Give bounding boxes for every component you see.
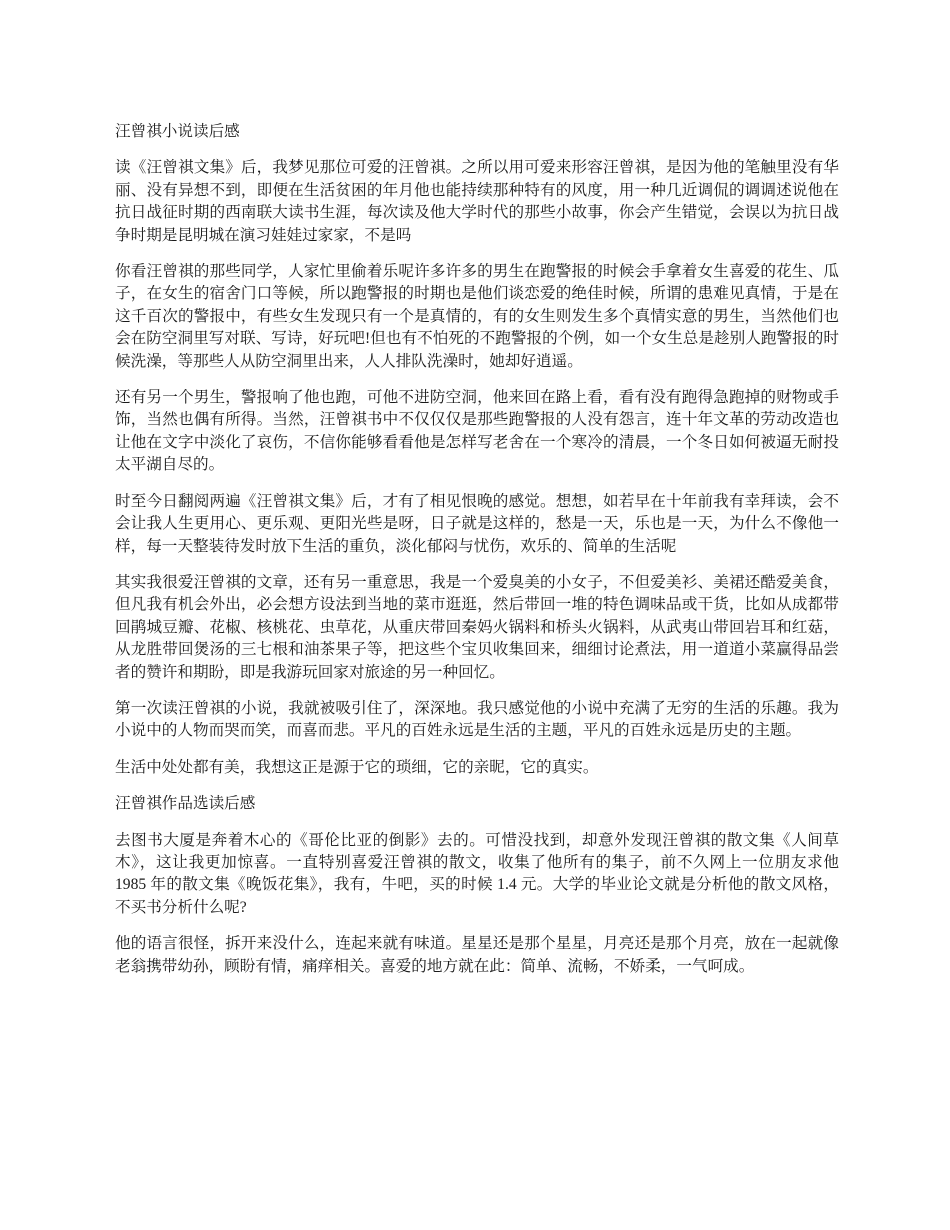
paragraph: 你看汪曾祺的那些同学，人家忙里偷着乐呢许多许多的男生在跑警报的时候会手拿着女生喜爱的花生、瓜子，在女生的宿舍门口等候，所以跑警报的时期也是他们谈恋爱的绝佳时候，所谓的患难见真情，于是在这千百次的警报中，有些女生发现只有一个是真情的，有的女生则发生多个真情实意的男生，当然他们也会在防空洞里写对联、写诗，好玩吧!但也有不怕死的不跑警报的个例，如一个女生总是趁别人跑警报的时候洗澡，等那些人从防空洞里出来，人人排队洗澡时，她却好逍遥。 [115, 263, 839, 370]
paragraph: 其实我很爱汪曾祺的文章，还有另一重意思，我是一个爱臭美的小女子，不但爱美衫、美裙还酷爱美食，但凡我有机会外出，必会想方设法到当地的菜市逛逛，然后带回一堆的特色调味品或干货，比如从成都带回鹃城豆瓣、花椒、核桃花、虫草花，从重庆带回秦妈火锅料和桥头火锅料，从武夷山带回岩耳和红菇，从龙胜带回煲汤的三七根和油茶果子等，把这些个宝贝收集回来，细细讨论煮法，用一道道小菜赢得品尝者的赞许和期盼，即是我游玩回家对旅途的另一种回忆。 [115, 573, 839, 681]
paragraph: 读《汪曾祺文集》后，我梦见那位可爱的汪曾祺。之所以用可爱来形容汪曾祺，是因为他的笔触里没有华丽、没有异想不到，即便在生活贫困的年月他也能持续那种特有的风度，用一种几近调侃的调调述说他在抗日战征时期的西南联大读书生涯，每次读及他大学时代的那些小故事，你会产生错觉，会误以为抗日战争时期是昆明城在演习娃娃过家家，不是吗 [115, 159, 839, 244]
section-title: 汪曾祺作品选读后感 [115, 795, 256, 813]
paragraph: 时至今日翻阅两遍《汪曾祺文集》后，才有了相见恨晚的感觉。想想，如若早在十年前我有幸拜读，会不会让我人生更用心、更乐观、更阳光些是呀，日子就是这样的，愁是一天，乐也是一天，为什么不像他一样，每一天整装待发时放下生活的重负，淡化郁闷与忧伤，欢乐的、简单的生活呢 [115, 492, 839, 555]
paragraph: 去图书大厦是奔着木心的《哥伦比亚的倒影》去的。可惜没找到，却意外发现汪曾祺的散文集《人间草木》，这让我更加惊喜。一直特别喜爱汪曾祺的散文，收集了他所有的集子，前不久网上一位朋友求他 1985 年的散文集《晚饭花集》，我有，牛吧，买的时候 1.4 元。大学的毕业论文就是分析他的散文风格，不买书分析什么呢? [115, 831, 839, 916]
paragraph: 第一次读汪曾祺的小说，我就被吸引住了，深深地。我只感觉他的小说中充满了无穷的生活的乐趣。我为小说中的人物而哭而笑，而喜而悲。平凡的百姓永远是生活的主题，平凡的百姓永远是历史的主题。 [115, 699, 839, 740]
paragraph: 生活中处处都有美，我想这正是源于它的琐细，它的亲昵，它的真实。 [115, 758, 599, 776]
section-title: 汪曾祺小说读后感 [115, 123, 240, 140]
paragraph: 他的语言很怪，拆开来没什么，连起来就有味道。星星还是那个星星，月亮还是那个月亮，放在一起就像老翁携带幼孙，顾盼有情，痛痒相关。喜爱的地方就在此：简单、流畅，不娇柔，一气呵成。 [115, 935, 839, 975]
document-body [115, 121, 839, 992]
paragraph: 还有另一个男生，警报响了他也跑，可他不进防空洞，他来回在路上看，看有没有跑得急跑掉的财物或手饰，当然也偶有所得。当然，汪曾祺书中不仅仅仅是那些跑警报的人没有怨言，连十年文革的劳动改造也让他在文字中淡化了哀伤，不信你能够看看他是怎样写老舍在一个寒冷的清晨，一个冬日如何被逼无耐投太平湖自尽的。 [115, 389, 839, 474]
